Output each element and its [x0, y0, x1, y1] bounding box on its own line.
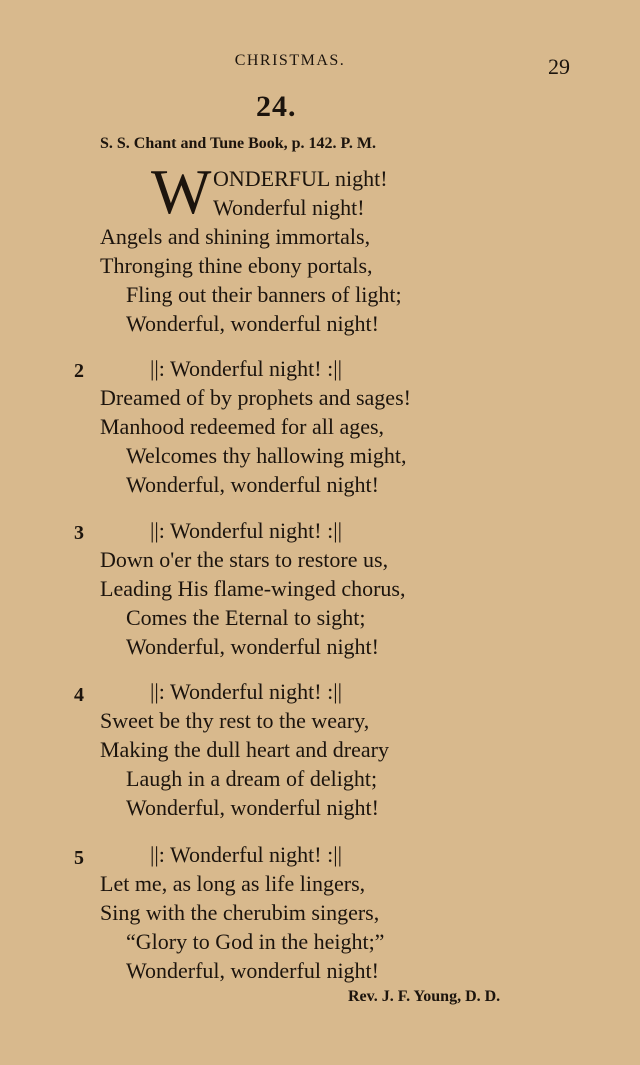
stanza-4-line-4: Laugh in a dream of delight;	[126, 766, 378, 791]
author-attribution: Rev. J. F. Young, D. D.	[348, 988, 501, 1005]
stanza-3-line-4: Comes the Eternal to sight;	[126, 605, 366, 630]
stanza-1-line-4: Thronging thine ebony portals,	[100, 253, 373, 278]
stanza-5-number: 5	[74, 847, 84, 869]
stanza-4-line-3: Making the dull heart and dreary	[100, 737, 389, 762]
stanza-2-number: 2	[74, 360, 84, 382]
stanza-4-line-2: Sweet be thy rest to the weary,	[100, 708, 370, 733]
stanza-5-line-5: Wonderful, wonderful night!	[126, 958, 379, 983]
stanza-3-number: 3	[74, 522, 84, 544]
page-number: 29	[548, 54, 570, 79]
stanza-4-number: 4	[74, 684, 84, 706]
stanza-5-line-1: ||: Wonderful night! :||	[150, 842, 343, 867]
stanza-5-line-3: Sing with the cherubim singers,	[100, 900, 380, 925]
stanza-1-line-3: Angels and shining immortals,	[100, 224, 371, 249]
stanza-5-line-4: “Glory to God in the height;”	[126, 929, 385, 954]
stanza-5-line-2: Let me, as long as life lingers,	[100, 871, 366, 896]
stanza-2-line-4: Welcomes thy hallowing might,	[126, 443, 407, 468]
stanza-4-line-1: ||: Wonderful night! :||	[150, 679, 343, 704]
stanza-3-line-2: Down o'er the stars to restore us,	[100, 547, 389, 572]
stanza-2-line-1: ||: Wonderful night! :||	[150, 356, 343, 381]
stanza-2-line-5: Wonderful, wonderful night!	[126, 472, 379, 497]
stanza-2-line-2: Dreamed of by prophets and sages!	[100, 385, 411, 410]
stanza-3-line-5: Wonderful, wonderful night!	[126, 634, 379, 659]
stanza-2-line-3: Manhood redeemed for all ages,	[100, 414, 385, 439]
stanza-3-line-1: ||: Wonderful night! :||	[150, 518, 343, 543]
stanza-3-line-3: Leading His flame-winged chorus,	[100, 576, 406, 601]
section-title: CHRISTMAS.	[234, 52, 346, 69]
tune-source: S. S. Chant and Tune Book, p. 142. P. M.	[100, 135, 376, 152]
stanza-1-line-6: Wonderful, wonderful night!	[126, 311, 379, 336]
stanza-4-line-5: Wonderful, wonderful night!	[126, 795, 379, 820]
drop-cap: W	[151, 156, 212, 227]
hymn-number: 24.	[256, 90, 297, 123]
stanza-1-line-2: Wonderful night!	[213, 195, 365, 220]
stanza-1-line-1: ONDERFUL night!	[213, 166, 388, 191]
stanza-1-line-5: Fling out their banners of light;	[126, 282, 402, 307]
